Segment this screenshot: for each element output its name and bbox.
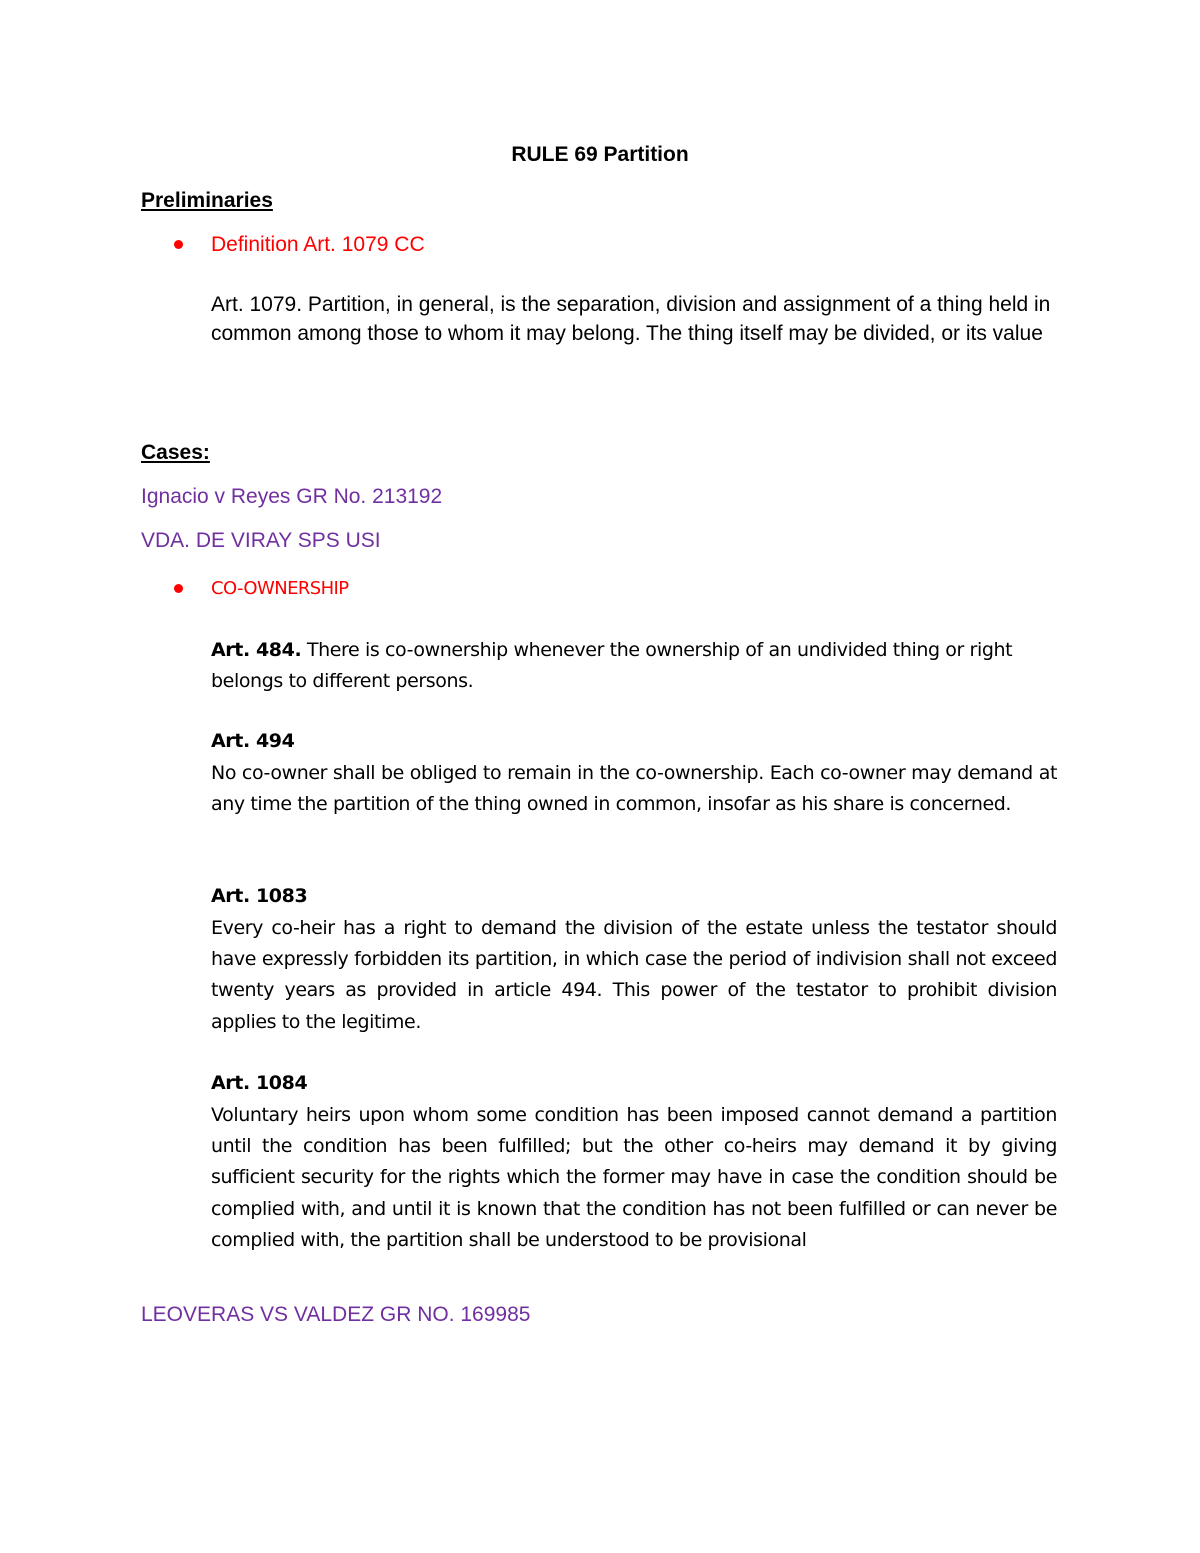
- case-link: LEOVERAS VS VALDEZ GR NO. 169985: [141, 1303, 531, 1326]
- article-494-label: Art. 494: [211, 730, 295, 752]
- article-484: [211, 635, 1057, 697]
- page-title: RULE 69 Partition: [511, 143, 689, 166]
- preliminaries-heading: Preliminaries: [141, 189, 273, 212]
- bullet-dot: [174, 584, 183, 593]
- case-link: VDA. DE VIRAY SPS USI: [141, 529, 381, 552]
- definition-bullet-label: Definition Art. 1079 CC: [211, 233, 425, 256]
- case-link: Ignacio v Reyes GR No. 213192: [141, 485, 443, 508]
- bullet-dot: [174, 240, 183, 249]
- article-1083-text: Every co-heir has a right to demand the division of the estate unless the testator should have expressly forbidden its partition, in which case the period of indivision shall not exceed twenty years as provided in article 494. This power of the testator to prohibit division applies to the legitime.: [211, 917, 1057, 1033]
- article-1083-label: Art. 1083: [211, 885, 308, 907]
- article-1084-text: Voluntary heirs upon whom some condition has been imposed cannot demand a partition until the condition has been fulfilled; but the other co-heirs may demand it by giving sufficient security for the rights which the former may have in case the condition should be complied with, and until it is known that the condition has not been fulfilled or can never be complied with, the partition shall be understood to be provisional: [211, 1104, 1057, 1251]
- article-484-label: Art. 484.: [211, 639, 302, 661]
- cases-heading: Cases:: [141, 441, 210, 464]
- article-484-text: There is co-ownership whenever the ownership of an undivided thing or right belongs to different persons.: [211, 639, 1013, 693]
- article-494-text: No co-owner shall be obliged to remain in the co-ownership. Each co-owner may demand at any time the partition of the thing owned in common, insofar as his share is concerned.: [211, 762, 1057, 816]
- article-1079-text: Art. 1079. Partition, in general, is the separation, division and assignment of a thing held in common among those to whom it may belong. The thing itself may be divided, or its value: [211, 293, 1051, 345]
- article-1084-label: Art. 1084: [211, 1072, 308, 1094]
- co-ownership-bullet-label: CO-OWNERSHIP: [211, 578, 349, 599]
